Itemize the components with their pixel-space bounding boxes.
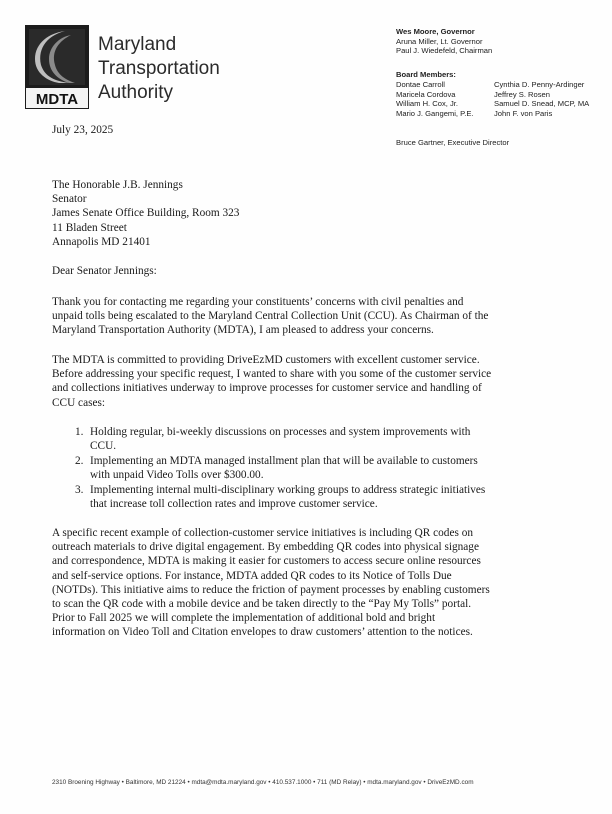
paragraph-2	[52, 353, 491, 410]
letter-date: July 23, 2025	[52, 124, 114, 136]
list-item	[75, 483, 555, 511]
paragraph-line: information on Video Toll and Citation envelopes to draw customers’ attention to the notices.	[52, 626, 473, 639]
list-line: CCU.	[90, 440, 117, 453]
logo-badge-text: MDTA	[35, 91, 79, 108]
paragraph-3	[52, 526, 490, 640]
paragraph-line: (NOTDs). This initiative aims to reduce the friction of payment processes by enabling customers	[52, 583, 490, 596]
chairman-name: Paul J. Wiedefeld, Chairman	[396, 46, 493, 56]
board-member: Cynthia D. Penny-Ardinger	[494, 80, 585, 89]
paragraph-line: Thank you for contacting me regarding your constituents’ concerns with civil penalties and	[52, 296, 464, 308]
org-name-line-3: Authority	[98, 82, 173, 103]
lt-governor-name: Aruna Miller, Lt. Governor	[396, 36, 483, 46]
recipient-address	[52, 178, 239, 249]
board-member: Jeffrey S. Rosen	[494, 89, 550, 99]
list-item	[75, 425, 555, 453]
org-name-line-2: Transportation	[98, 58, 220, 79]
governor-name: Wes Moore, Governor	[396, 27, 475, 36]
board-member: Mario J. Gangemi, P.E.	[396, 108, 474, 118]
paragraph-1	[52, 295, 488, 338]
board-member: Samuel D. Snead, MCP, MA	[494, 99, 590, 109]
address-line: The Honorable J.B. Jennings	[52, 179, 183, 191]
address-line: Annapolis MD 21401	[52, 235, 151, 248]
paragraph-line: unpaid tolls being escalated to the Maryland Central Collection Unit (CCU). As Chairman of the	[52, 310, 489, 323]
paragraph-line: and correspondence, MDTA is making it easier for customers to access secure online resources	[52, 555, 481, 568]
board-member: Dontae Carroll	[396, 80, 445, 89]
list-number: 3.	[75, 484, 84, 496]
list-line: Implementing internal multi-disciplinary working groups to address strategic initiatives	[90, 484, 486, 496]
address-line: 11 Bladen Street	[52, 221, 127, 234]
list-line: Implementing an MDTA managed installment plan that will be available to customers	[90, 455, 478, 467]
board-members-right	[494, 80, 589, 118]
address-line: James Senate Office Building, Room 323	[52, 207, 240, 220]
paragraph-line: Maryland Transportation Authority (MDTA), I am pleased to address your concerns.	[52, 324, 434, 337]
address-line: Senator	[52, 193, 87, 206]
list-line: with unpaid Video Tolls over $300.00.	[90, 469, 264, 482]
org-name-line-1: Maryland	[98, 34, 177, 55]
board-members-heading: Board Members:	[396, 70, 456, 79]
paragraph-line: and collections initiatives underway to improve processes for customer service and handling of	[52, 382, 482, 395]
paragraph-line: Prior to Fall 2025 we will complete the implementation of additional bold and bright	[52, 612, 436, 625]
paragraph-line: A specific recent example of collection-customer service initiatives is including QR codes on	[52, 527, 473, 539]
list-line: that increase toll collection rates and improve customer service.	[90, 498, 378, 511]
executive-director: Bruce Gartner, Executive Director	[396, 138, 510, 147]
paragraph-line: The MDTA is committed to providing DriveEzMD customers with excellent customer service.	[52, 354, 480, 366]
paragraph-line: Before addressing your specific request, I wanted to share with you some of the customer service	[52, 368, 492, 381]
list-item	[75, 454, 555, 482]
list-number: 1.	[75, 426, 84, 438]
list-number: 2.	[75, 455, 84, 467]
paragraph-line: and self-service options. For instance, MDTA added QR codes to its Notice of Tolls Due	[52, 569, 452, 582]
footer-contact: 2310 Broening Highway • Baltimore, MD 21224 • mdta@mdta.maryland.gov • 410.537.1000 • 711 (MD Relay) • mdta.maryland.gov • DriveEzMD.com	[52, 779, 474, 786]
paragraph-line: to scan the QR code with a mobile device and be taken directly to the “Pay My Tolls” portal.	[52, 598, 472, 611]
mdta-logo	[25, 25, 89, 109]
initiatives-list	[75, 425, 555, 515]
list-line: Holding regular, bi-weekly discussions on processes and system improvements with	[90, 426, 471, 438]
board-members-left	[396, 80, 474, 118]
board-member: John F. von Paris	[494, 108, 553, 118]
paragraph-line: CCU cases:	[52, 396, 106, 409]
officials-header	[396, 27, 492, 56]
paragraph-line: outreach materials to drive digital engagement. By embedding QR codes into physical signage	[52, 541, 479, 554]
board-member: Maricela Cordova	[396, 89, 456, 99]
board-member: William H. Cox, Jr.	[396, 99, 459, 109]
salutation: Dear Senator Jennings:	[52, 265, 157, 277]
